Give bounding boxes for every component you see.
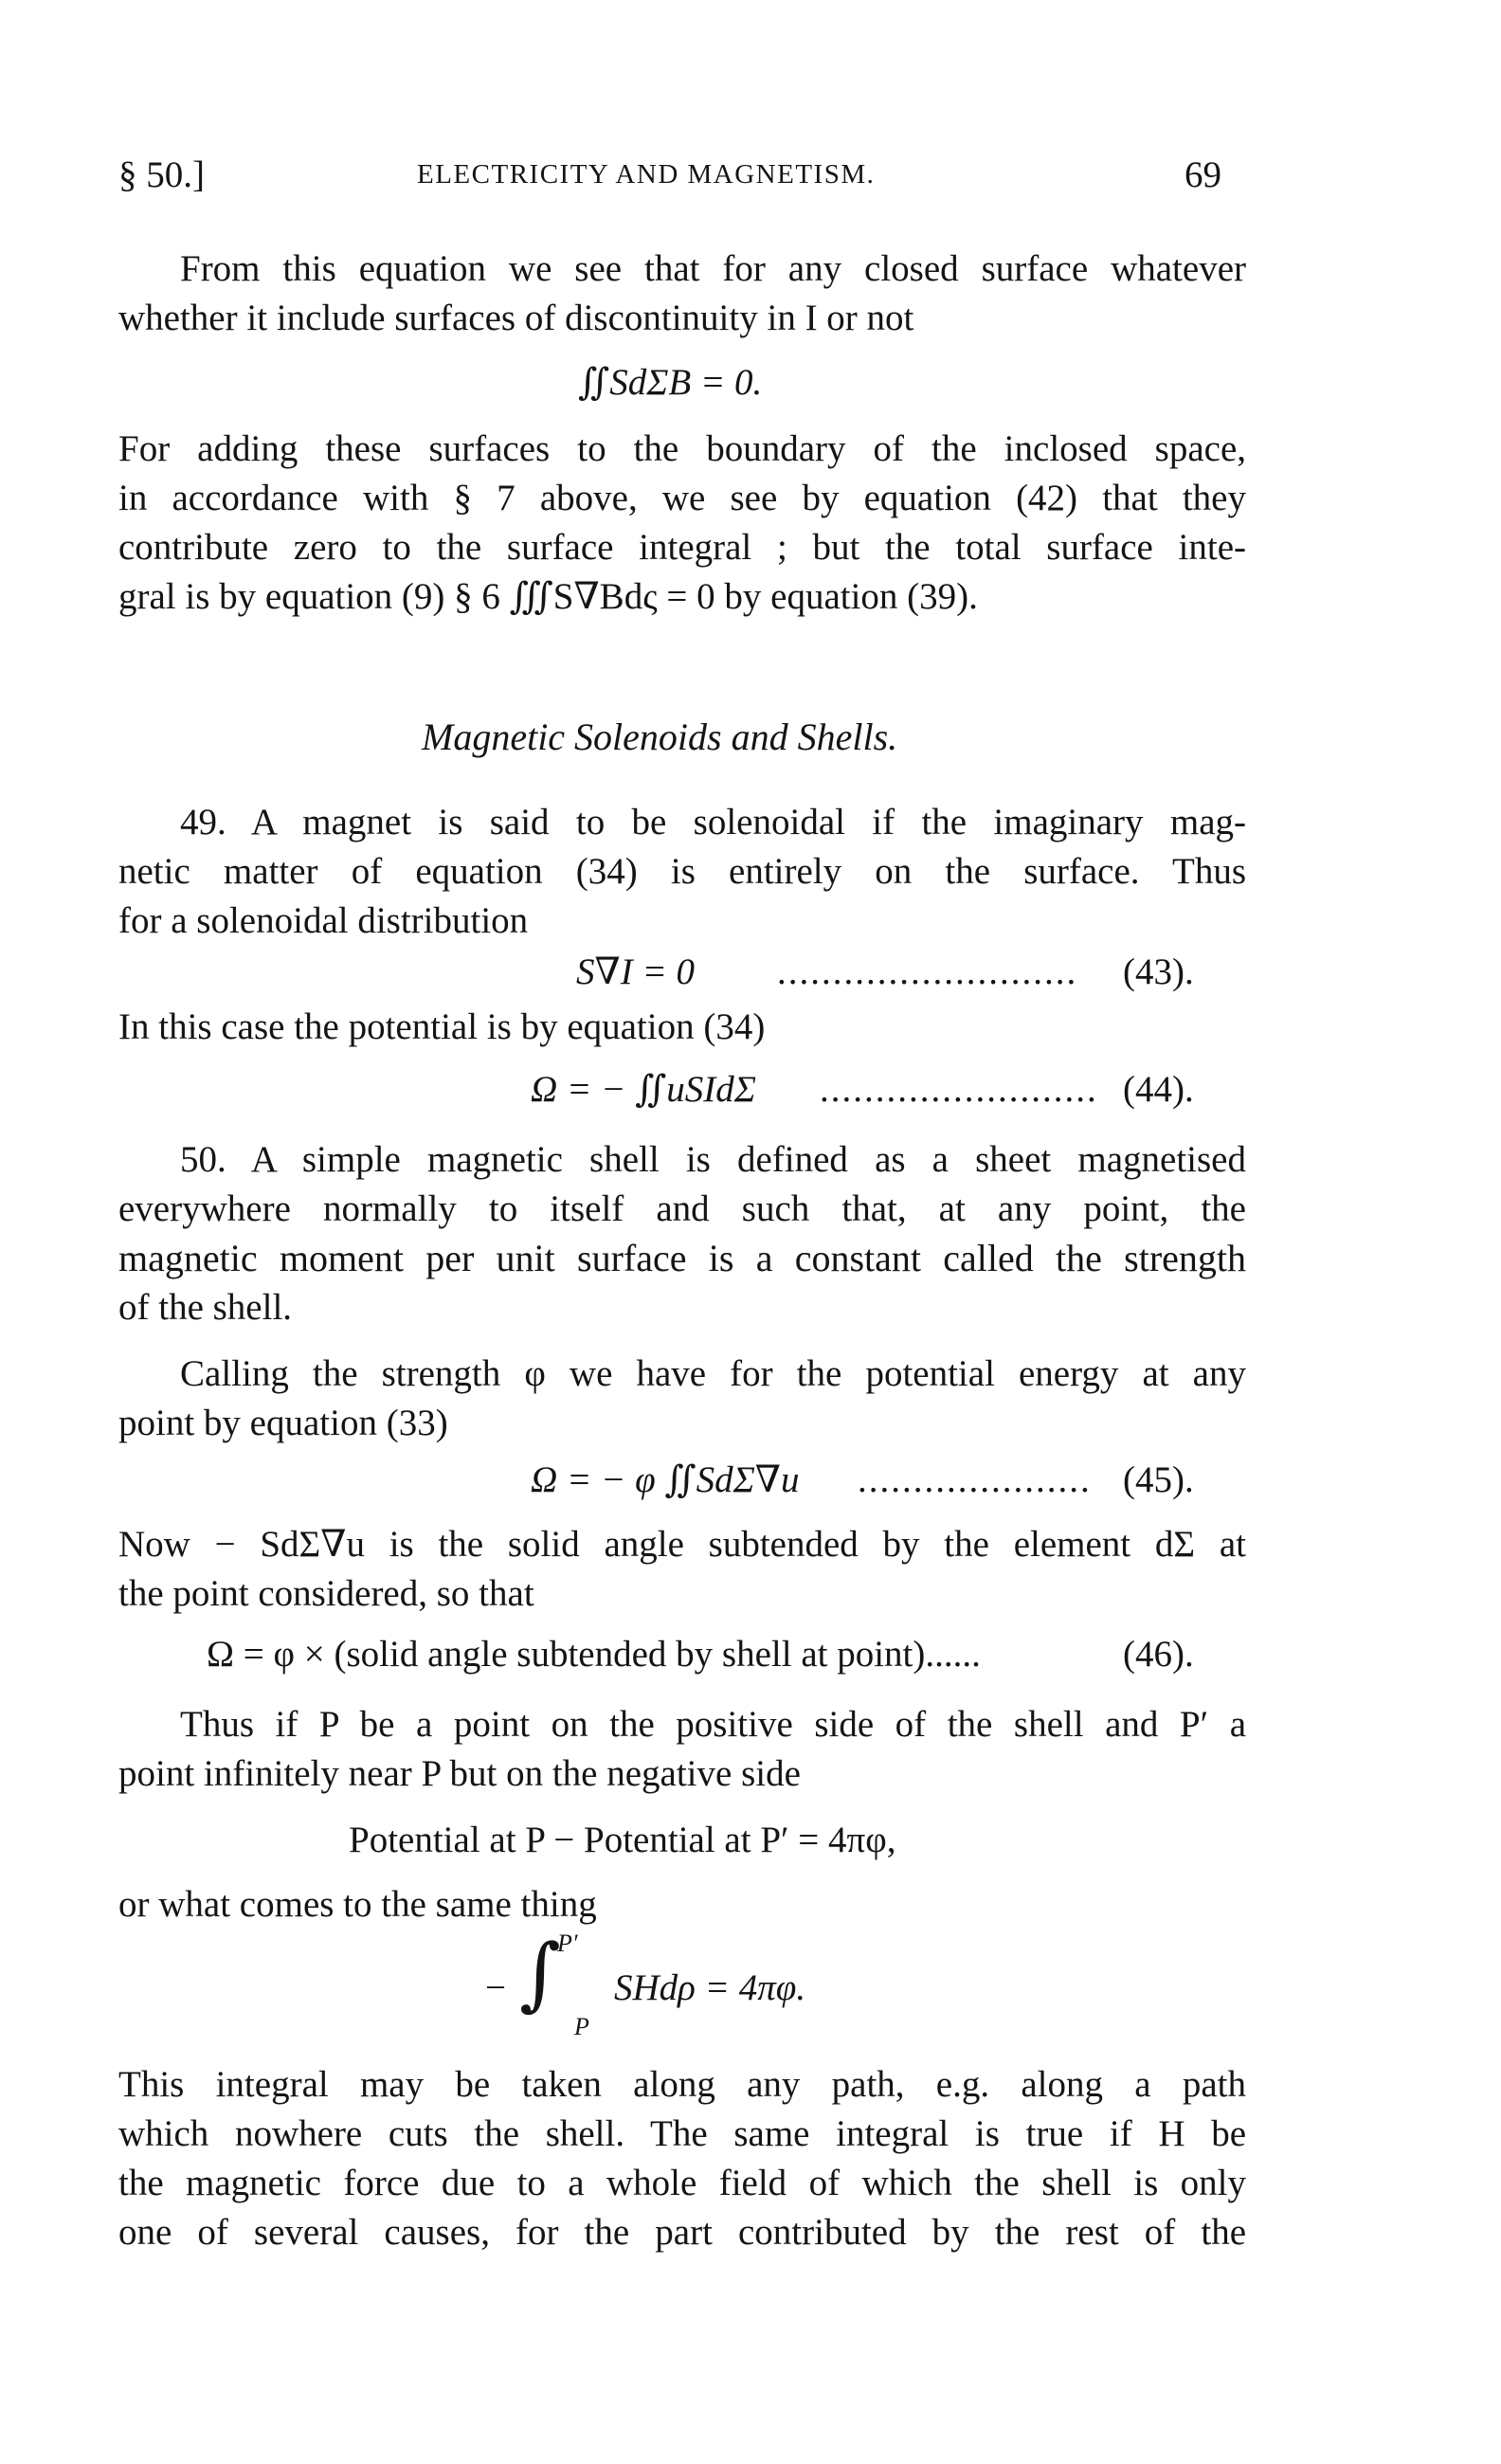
paragraph-line: magnetic moment per unit surface is a constant called the strength (118, 1237, 1246, 1279)
paragraph-line: Calling the strength φ we have for the potential energy at any (180, 1353, 1246, 1394)
paragraph-line: 49. A magnet is said to be solenoidal if the imaginary mag- (180, 802, 1246, 842)
equation-44-expression: Ω = − ∬uSIdΣ (531, 1069, 756, 1110)
paragraph-line: one of several causes, for the part contributed by the rest of the (118, 2212, 1246, 2253)
paragraph-line: the magnetic force due to a whole field of which the shell is only (118, 2163, 1246, 2203)
equation-43-leader-dots: ........................... (777, 951, 1078, 992)
paragraph-line: in accordance with § 7 above, we see by equation (42) that they (118, 478, 1246, 518)
paragraph-line: for a solenoidal distribution (118, 900, 529, 941)
page-number: 69 (1185, 154, 1221, 195)
equation-surface-integral: ∬SdΣB = 0. (578, 362, 763, 403)
equation-45-leader-dots: ..................... (858, 1459, 1092, 1500)
paragraph-line: Now − SdΣ∇u is the solid angle subtended by the element dΣ at (118, 1524, 1246, 1565)
paragraph-line: Thus if P be a point on the positive side of the shell and P′ a (180, 1704, 1246, 1745)
paragraph-line: or what comes to the same thing (118, 1884, 597, 1925)
running-title: ELECTRICITY AND MAGNETISM. (417, 159, 876, 190)
paragraph-line: 50. A simple magnetic shell is defined as a sheet magnetised (180, 1139, 1246, 1180)
equation-46-expression: Ω = φ × (solid angle subtended by shell at point)...... (207, 1634, 981, 1675)
paragraph-line: From this equation we see that for any closed surface whatever (180, 248, 1246, 289)
equation-45-number: (45). (1123, 1459, 1194, 1500)
integral-sign: ∫ (519, 1927, 561, 2020)
equation-44-leader-dots: ......................... (820, 1069, 1098, 1110)
paragraph-line: which nowhere cuts the shell. The same integral is true if H be (118, 2113, 1246, 2154)
paragraph-line: This integral may be taken along any path, e.g. along a path (118, 2064, 1246, 2105)
equation-potential-difference: Potential at P − Potential at P′ = 4πφ, (349, 1820, 896, 1860)
integral-minus-sign: − (485, 1967, 506, 2008)
equation-46-number: (46). (1123, 1634, 1194, 1675)
equation-44-number: (44). (1123, 1069, 1194, 1110)
integral-upper-limit: P′ (557, 1930, 578, 1957)
equation-43-number: (43). (1123, 951, 1194, 992)
integral-integrand: SHdρ = 4πφ. (614, 1967, 806, 2008)
paragraph-line: whether it include surfaces of discontinuity in I or not (118, 298, 914, 338)
paragraph-line: netic matter of equation (34) is entirely on the surface. Thus (118, 851, 1246, 892)
paragraph-line: In this case the potential is by equation (34) (118, 1006, 766, 1047)
paragraph-line: point by equation (33) (118, 1403, 448, 1443)
equation-43-expression: S∇I = 0 (576, 951, 696, 992)
paragraph-line: point infinitely near P but on the negative side (118, 1753, 801, 1794)
paragraph-line: contribute zero to the surface integral ; but the total surface inte- (118, 527, 1246, 568)
equation-45-expression: Ω = − φ ∬SdΣ∇u (531, 1459, 800, 1500)
section-heading: Magnetic Solenoids and Shells. (422, 716, 898, 758)
paragraph-line: of the shell. (118, 1287, 293, 1328)
paragraph-line: the point considered, so that (118, 1573, 534, 1614)
paragraph-line: everywhere normally to itself and such that, at any point, the (118, 1188, 1246, 1229)
section-marker: § 50.] (118, 154, 205, 195)
paragraph-line: gral is by equation (9) § 6 ∭S∇Bdς = 0 by equation (39). (118, 576, 978, 617)
paragraph-line: For adding these surfaces to the boundary of the inclosed space, (118, 428, 1246, 469)
integral-lower-limit: P (574, 2013, 589, 2040)
